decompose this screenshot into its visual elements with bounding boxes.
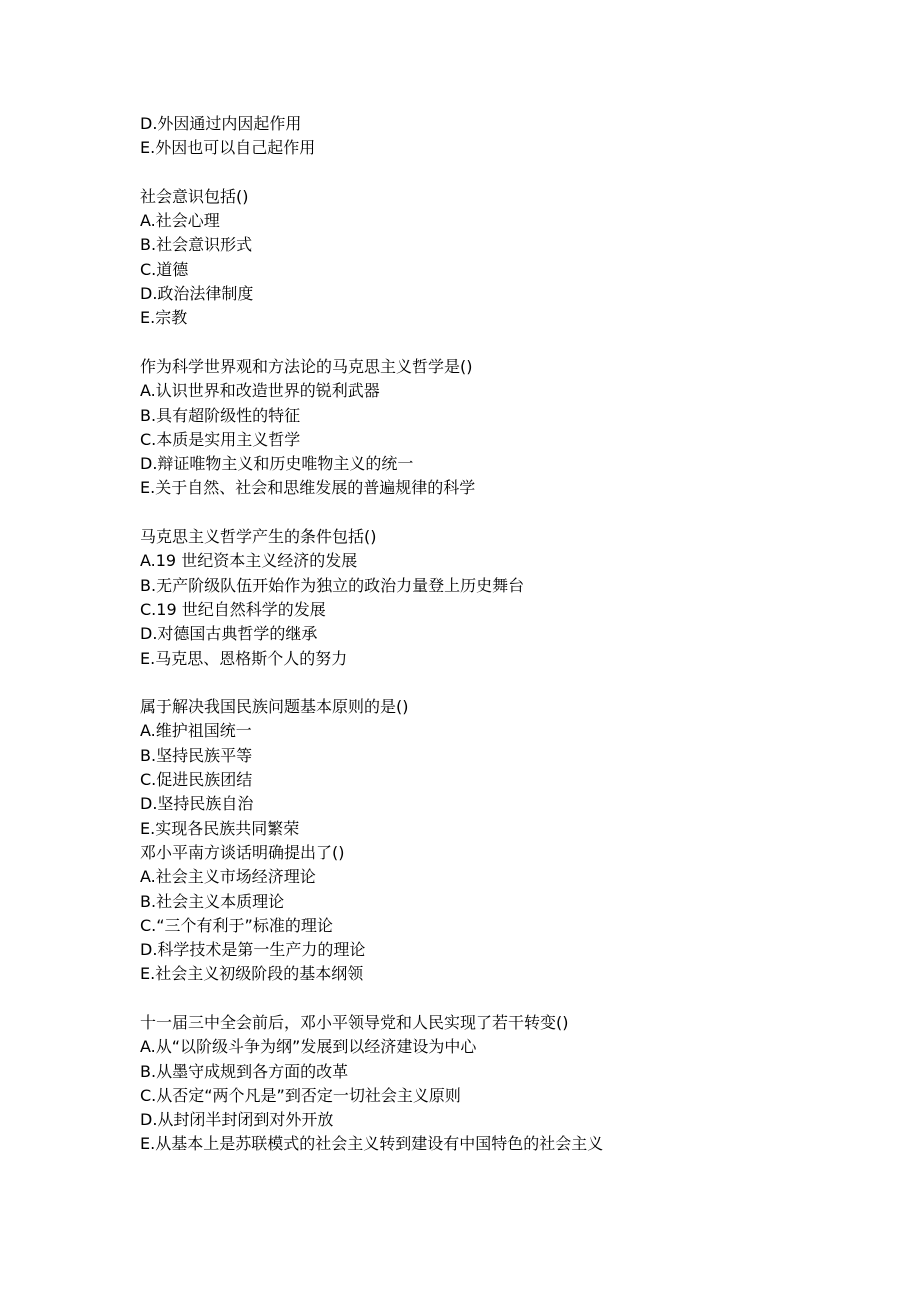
question-title: 马克思主义哲学产生的条件包括() xyxy=(140,527,377,547)
document-page xyxy=(140,112,880,1157)
question-title: 社会意识包括() xyxy=(140,186,249,206)
question-title: 作为科学世界观和方法论的马克思主义哲学是() xyxy=(140,356,473,376)
blank-line xyxy=(140,501,880,525)
option-line: B.具有超阶级性的特征 xyxy=(140,405,301,425)
option-line: D.科学技术是第一生产力的理论 xyxy=(140,940,366,960)
option-line: A.19 世纪资本主义经济的发展 xyxy=(140,551,358,571)
option-line: C.19 世纪自然科学的发展 xyxy=(140,599,326,619)
blank-line xyxy=(140,331,880,355)
blank-line xyxy=(140,671,880,695)
question-title: 属于解决我国民族问题基本原则的是() xyxy=(140,697,409,717)
option-line: E.实现各民族共同繁荣 xyxy=(140,818,300,838)
text-line: D.外因通过内因起作用 xyxy=(140,114,302,133)
blank-line xyxy=(140,161,880,185)
option-line: C.“三个有利于”标准的理论 xyxy=(140,915,333,935)
option-line: C.道德 xyxy=(140,259,189,279)
option-line: B.从墨守成规到各方面的改革 xyxy=(140,1061,349,1081)
option-line: A.社会主义市场经济理论 xyxy=(140,867,316,887)
option-line: E.马克思、恩格斯个人的努力 xyxy=(140,648,348,668)
option-line: E.从基本上是苏联模式的社会主义转到建设有中国特色的社会主义 xyxy=(140,1134,604,1154)
blank-line xyxy=(140,987,880,1011)
question-title: 十一届三中全会前后，邓小平领导党和人民实现了若干转变() xyxy=(140,1012,569,1032)
option-line: C.从否定“两个凡是”到否定一切社会主义原则 xyxy=(140,1085,461,1105)
option-line: E.社会主义初级阶段的基本纲领 xyxy=(140,964,364,984)
option-line: D.从封闭半封闭到对外开放 xyxy=(140,1110,334,1130)
option-line: D.坚持民族自治 xyxy=(140,794,254,814)
option-line: D.辩证唯物主义和历史唯物主义的统一 xyxy=(140,454,414,474)
option-line: A.从“以阶级斗争为纲”发展到以经济建设为中心 xyxy=(140,1037,477,1057)
option-line: D.政治法律制度 xyxy=(140,284,254,304)
option-line: B.无产阶级队伍开始作为独立的政治力量登上历史舞台 xyxy=(140,575,525,595)
option-line: C.促进民族团结 xyxy=(140,770,253,790)
question-title: 邓小平南方谈话明确提出了() xyxy=(140,842,345,862)
option-line: A.社会心理 xyxy=(140,211,220,231)
option-line: E.宗教 xyxy=(140,308,188,328)
option-line: D.对德国古典哲学的继承 xyxy=(140,624,318,644)
option-line: C.本质是实用主义哲学 xyxy=(140,429,301,449)
option-line: B.社会主义本质理论 xyxy=(140,891,285,911)
option-line: A.维护祖国统一 xyxy=(140,721,252,741)
text-line: E.外因也可以自己起作用 xyxy=(140,138,316,158)
option-line: B.社会意识形式 xyxy=(140,235,253,255)
option-line: A.认识世界和改造世界的锐利武器 xyxy=(140,381,380,401)
option-line: E.关于自然、社会和思维发展的普遍规律的科学 xyxy=(140,478,476,498)
option-line: B.坚持民族平等 xyxy=(140,745,253,765)
